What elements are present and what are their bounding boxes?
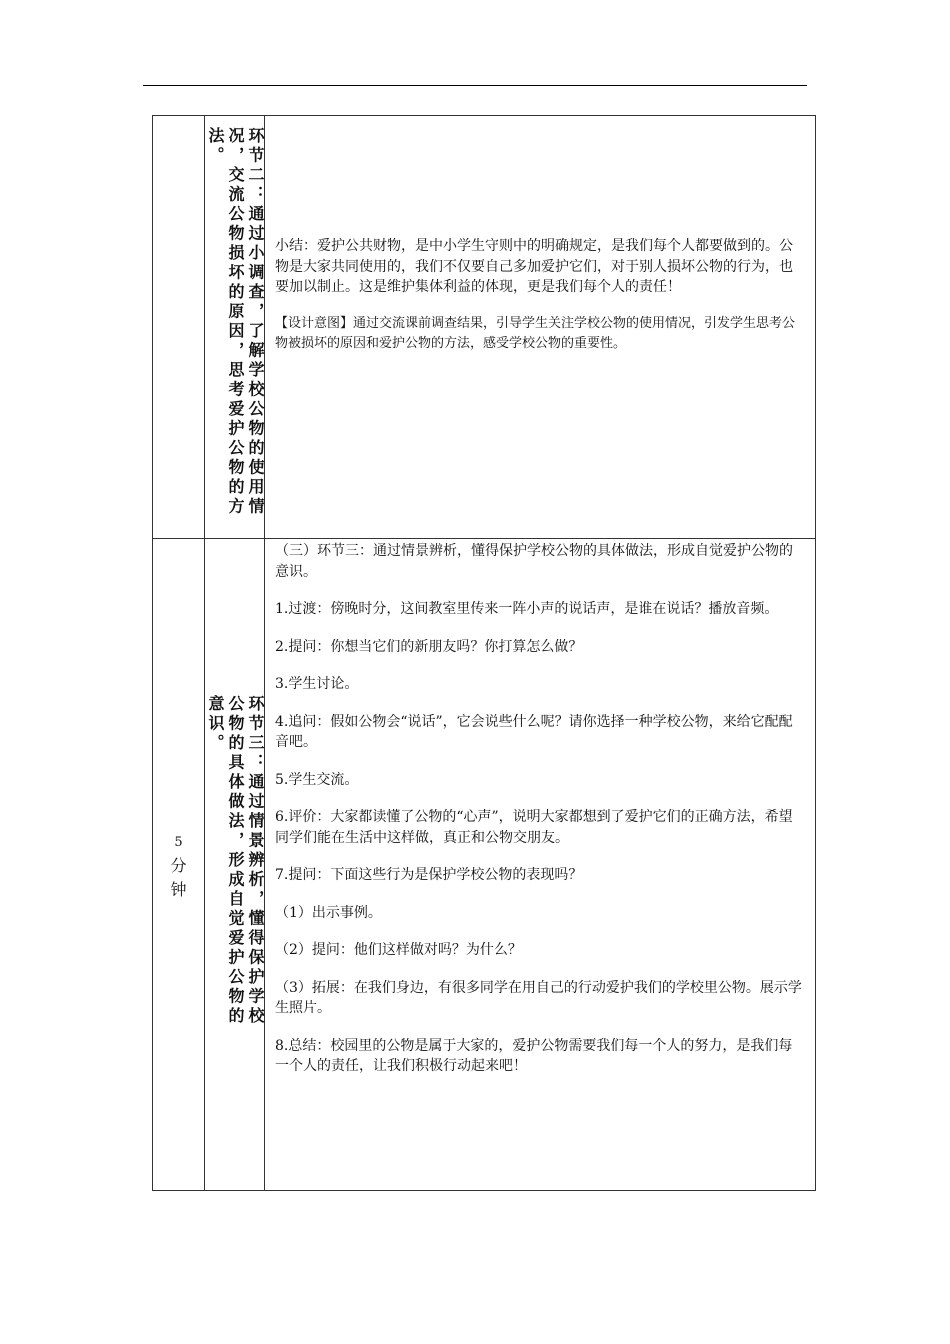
lesson-plan-table: [152, 115, 816, 1191]
paragraph: （三）环节三：通过情景辨析，懂得保护学校公物的具体做法，形成自觉爱护公物的意识。: [275, 543, 793, 580]
step-label-cell: [205, 539, 265, 1191]
paragraph: （3）拓展：在我们身边，有很多同学在用自己的行动爱护我们的学校里公物。展示学生照片。: [275, 979, 802, 1016]
paragraph: 4.追问：假如公物会“说话”，它会说些什么呢？请你选择一种学校公物，来给它配配音吧。: [275, 713, 793, 750]
time-cell-empty: [153, 116, 205, 539]
time-cell: [153, 539, 205, 1191]
content-cell: [265, 116, 816, 539]
time-unit: 分钟: [170, 855, 187, 899]
time-number: 5: [174, 834, 183, 850]
paragraph: 2.提问：你想当它们的新朋友吗？你打算怎么做？: [275, 638, 583, 655]
step-label-cell: [205, 116, 265, 539]
table-row-segment-2: [153, 116, 816, 539]
paragraph: 1.过渡：傍晚时分，这间教室里传来一阵小声的说话声，是谁在说话？播放音频。: [275, 601, 779, 617]
content-cell: [265, 539, 816, 1191]
paragraph: 5.学生交流。: [275, 771, 359, 788]
paragraph: 8.总结：校园里的公物是属于大家的，爱护公物需要我们每一个人的努力，是我们每一个人的责任，让我们积极行动起来吧！: [275, 1037, 793, 1074]
step-label-vertical: 环节二：通过小调查，了解学校公物的使用情况，交流公物损坏的原因，思考爱护公物的方法。: [206, 127, 265, 517]
paragraph: 3.学生讨论。: [275, 676, 359, 692]
summary-paragraph: 小结：爱护公共财物，是中小学生守则中的明确规定，是我们每个人都要做到的。公物是大家共同使用的，我们不仅要自己多加爱护它们，对于别人损坏公物的行为，也要加以制止。这是维护集体利益的体现，更是我们每个人的责任！: [275, 238, 793, 295]
paragraph: 7.提问：下面这些行为是保护学校公物的表现吗？: [275, 867, 583, 883]
header-rule: [143, 85, 807, 86]
paragraph: （2）提问：他们这样做对吗？为什么？: [275, 942, 522, 958]
step-label-vertical: 环节三：通过情景辨析，懂得保护学校公物的具体做法，形成自觉爱护公物的意识。: [206, 694, 265, 1026]
table-row-segment-3: [153, 539, 816, 1191]
design-intent-paragraph: 【设计意图】通过交流课前调查结果，引导学生关注学校公物的使用情况，引发学生思考公物被损坏的原因和爱护公物的方法，感受学校公物的重要性。: [275, 315, 796, 351]
paragraph: 6.评价：大家都读懂了公物的“心声”，说明大家都想到了爱护它们的正确方法，希望同学们能在生活中这样做，真正和公物交朋友。: [275, 809, 793, 846]
paragraph: （1）出示事例。: [275, 904, 382, 921]
